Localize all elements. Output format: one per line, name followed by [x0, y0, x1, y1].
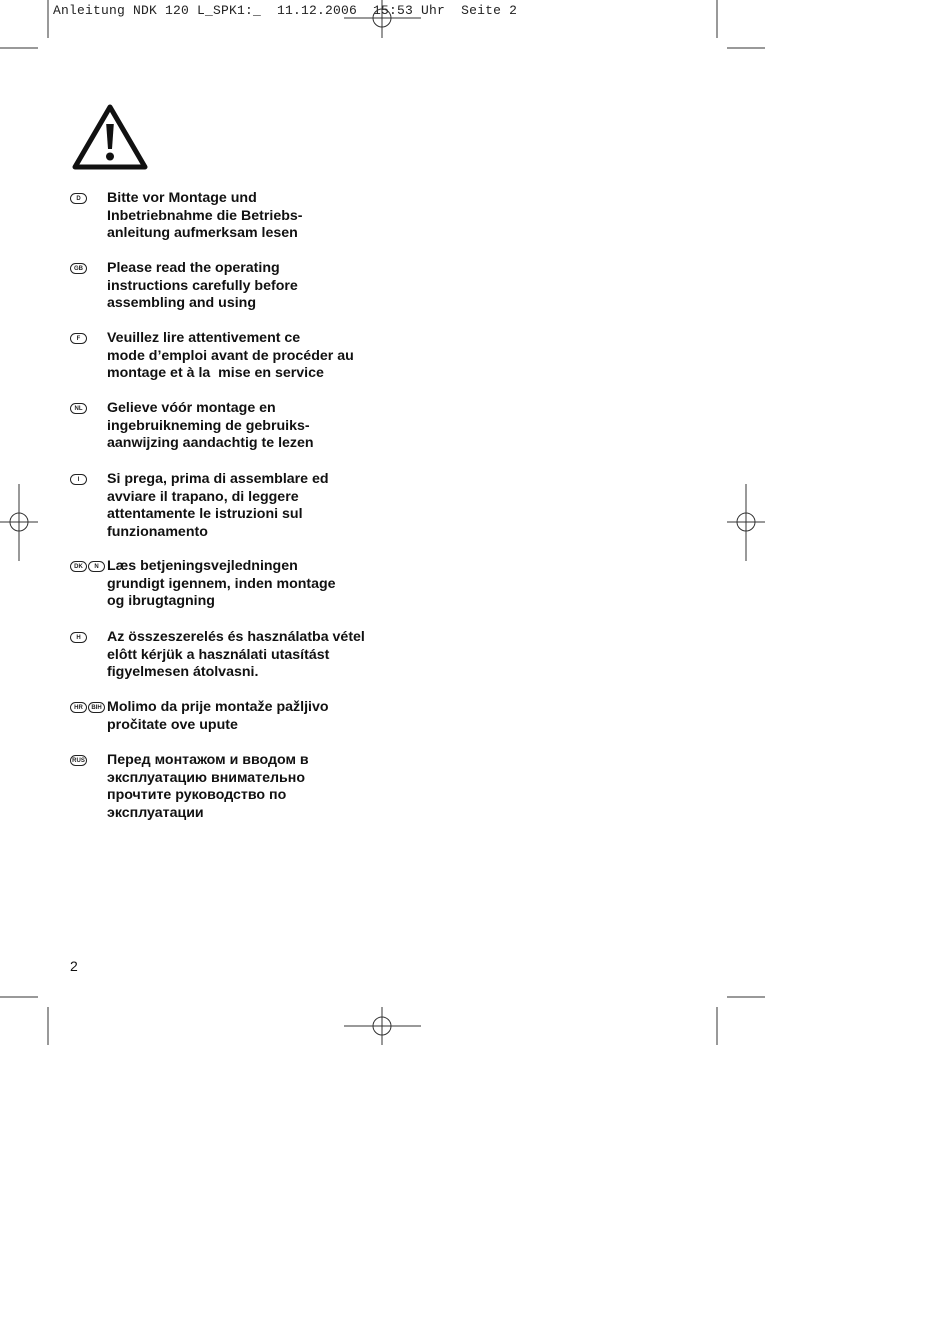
- language-badges: [70, 193, 87, 204]
- language-badge-rus: RUS: [70, 755, 87, 766]
- language-badges: [70, 403, 87, 414]
- language-badges: [70, 474, 87, 485]
- instruction-text-gb: Please read the operating instructions carefully before assembling and using: [107, 260, 298, 312]
- language-badges: [70, 702, 105, 713]
- page-number: 2: [70, 958, 78, 974]
- language-badge-n: N: [88, 561, 105, 572]
- instruction-text-hr-bih: Molimo da prije montaže pažljivo pročitate ove upute: [107, 699, 329, 733]
- warning-triangle-icon: [72, 104, 148, 170]
- instruction-text-rus: Перед монтажом и вводом в эксплуатацию внимательно прочтите руководство по эксплуатации: [107, 752, 309, 821]
- language-badge-f: F: [70, 333, 87, 344]
- instruction-text-de: Bitte vor Montage und Inbetriebnahme die Betriebs- anleitung aufmerksam lesen: [107, 190, 303, 242]
- language-badge-d: D: [70, 193, 87, 204]
- instruction-text-nl: Gelieve vóór montage en ingebruikneming de gebruiks- aanwijzing aandachtig te lezen: [107, 400, 314, 452]
- language-badge-dk: DK: [70, 561, 87, 572]
- instruction-text-hu: Az összeszerelés és használatba vétel elôtt kérjük a használati utasítást figyelmesen átolvasni.: [107, 629, 365, 681]
- language-badges: [70, 263, 87, 274]
- print-slug: Anleitung NDK 120 L_SPK1:_ 11.12.2006 15:53 Uhr Seite 2: [53, 3, 518, 18]
- language-badge-nl: NL: [70, 403, 87, 414]
- language-badge-gb: GB: [70, 263, 87, 274]
- language-badges: [70, 333, 87, 344]
- instruction-text-it: Si prega, prima di assemblare ed avviare il trapano, di leggere attentamente le istruzioni sul funzionamento: [107, 471, 329, 540]
- language-badge-h: H: [70, 632, 87, 643]
- instruction-text-fr: Veuillez lire attentivement ce mode d’emploi avant de procéder au montage et à la mise en service: [107, 330, 354, 382]
- language-badge-i: I: [70, 474, 87, 485]
- language-badges: [70, 561, 105, 572]
- language-badges: [70, 632, 87, 643]
- language-badge-hr: HR: [70, 702, 87, 713]
- instruction-text-dk-n: Læs betjeningsvejledningen grundigt igennem, inden montage og ibrugtagning: [107, 558, 336, 610]
- language-badge-bih: BIH: [88, 702, 105, 713]
- language-badges: [70, 755, 87, 766]
